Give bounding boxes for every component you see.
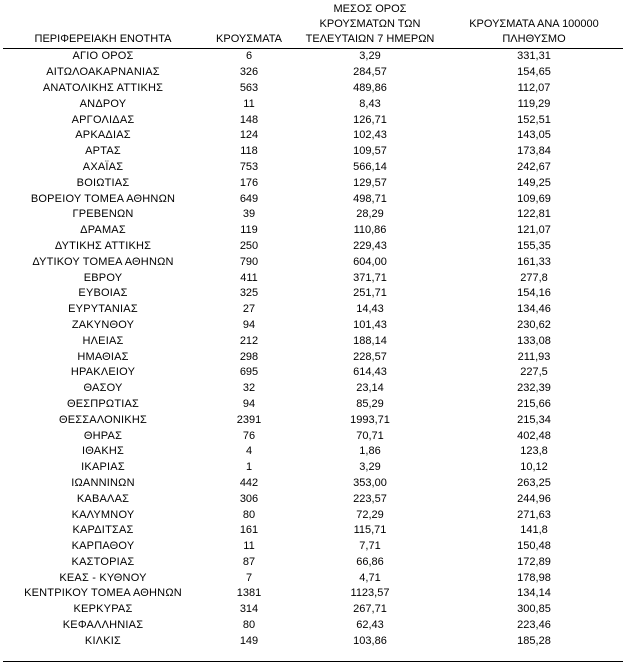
table-row: [3, 602, 623, 618]
per-100k-cell: 10,12: [520, 461, 548, 474]
region-cell: ΕΒΡΟΥ: [83, 271, 123, 284]
per-100k-cell: 149,25: [517, 176, 551, 189]
per-100k-cell: 134,46: [517, 303, 551, 316]
region-cell: ΚΑΡΠΑΘΟΥ: [71, 540, 135, 553]
table-row: [3, 65, 623, 81]
per-100k-cell: 230,62: [517, 318, 551, 331]
region-cell: ΒΟΡΕΙΟΥ ΤΟΜΕΑ ΑΘΗΝΩΝ: [30, 192, 176, 205]
cases-cell: 124: [239, 129, 259, 142]
cases-cell: 2391: [236, 413, 262, 426]
region-cell: ΗΜΑΘΙΑΣ: [77, 350, 129, 363]
cases-cell: 1: [245, 461, 253, 474]
cases-cell: 27: [242, 303, 256, 316]
cases-cell: 148: [239, 113, 259, 126]
avg-7d-cell: 8,43: [359, 97, 381, 110]
table-row: [3, 128, 623, 144]
per-100k-cell: 134,14: [517, 587, 551, 600]
cases-cell: 80: [242, 619, 256, 632]
region-cell: ΑΓΙΟ ΟΡΟΣ: [72, 50, 134, 63]
avg-7d-cell: 3,29: [359, 50, 381, 63]
avg-7d-cell: 371,71: [353, 271, 387, 284]
per-100k-cell: 154,16: [517, 287, 551, 300]
cases-cell: 314: [239, 603, 259, 616]
region-cell: ΙΚΑΡΙΑΣ: [81, 461, 125, 474]
cases-cell: 695: [239, 366, 259, 379]
region-cell: ΔΥΤΙΚΟΥ ΤΟΜΕΑ ΑΘΗΝΩΝ: [32, 255, 174, 268]
table-bottom-border: [3, 661, 623, 662]
avg-7d-cell: 62,43: [356, 619, 384, 632]
per-100k-cell: 215,34: [517, 413, 551, 426]
table-row: [3, 144, 623, 160]
region-cell: ΗΛΕΙΑΣ: [82, 334, 124, 347]
cases-cell: 39: [242, 208, 256, 221]
per-100k-cell: 154,65: [517, 66, 551, 79]
region-cell: ΑΝΑΤΟΛΙΚΗΣ ΑΤΤΙΚΗΣ: [42, 81, 164, 94]
cases-cell: 4: [245, 445, 253, 458]
table-row: [3, 570, 623, 586]
avg-7d-cell: 267,71: [353, 603, 387, 616]
region-cell: ΓΡΕΒΕΝΩΝ: [72, 208, 134, 221]
avg-7d-cell: 1,86: [359, 445, 381, 458]
table-row: [3, 633, 623, 649]
table-row: [3, 491, 623, 507]
table-header: [3, 0, 623, 49]
avg-7d-cell: 7,71: [359, 540, 381, 553]
region-cell: ΘΕΣΠΡΩΤΙΑΣ: [66, 397, 140, 410]
avg-7d-cell: 85,29: [356, 397, 384, 410]
cases-cell: 442: [239, 476, 259, 489]
region-cell: ΘΗΡΑΣ: [83, 429, 123, 442]
cases-cell: 161: [239, 524, 259, 537]
avg-7d-cell: 28,29: [356, 208, 384, 221]
cases-cell: 176: [239, 176, 259, 189]
region-cell: ΒΟΙΩΤΙΑΣ: [76, 176, 130, 189]
per-100k-cell: 133,08: [517, 334, 551, 347]
region-cell: ΗΡΑΚΛΕΙΟΥ: [70, 366, 136, 379]
per-100k-cell: 112,07: [517, 81, 551, 94]
avg-7d-cell: 72,29: [356, 508, 384, 521]
table-row: [3, 444, 623, 460]
cases-cell: 87: [242, 555, 256, 568]
avg-7d-cell: 614,43: [353, 366, 387, 379]
per-100k-cell: 277,8: [520, 271, 548, 284]
cases-cell: 411: [240, 271, 258, 284]
cases-cell: 32: [242, 382, 256, 395]
per-100k-cell: 402,48: [517, 429, 551, 442]
region-cell: ΚΕΑΣ - ΚΥΘΝΟΥ: [59, 571, 147, 584]
avg-7d-cell: 126,71: [353, 113, 387, 126]
per-100k-cell: 123,8: [520, 445, 548, 458]
cases-cell: 7: [245, 571, 253, 584]
avg-7d-cell: 102,43: [353, 129, 387, 142]
avg-7d-cell: 109,57: [353, 145, 387, 158]
avg-7d-cell: 4,71: [359, 571, 381, 584]
region-cell: ΚΑΣΤΟΡΙΑΣ: [71, 555, 135, 568]
table-body: [3, 49, 623, 650]
per-100k-cell: 121,07: [517, 224, 551, 237]
region-cell: ΚΕΝΤΡΙΚΟΥ ΤΟΜΕΑ ΑΘΗΝΩΝ: [24, 587, 182, 600]
region-cell: ΕΥΒΟΙΑΣ: [78, 287, 128, 300]
avg-7d-cell: 489,86: [353, 81, 387, 94]
per-100k-cell: 211,93: [517, 350, 551, 363]
avg-7d-cell: 101,43: [353, 318, 387, 331]
header-region: ΠΕΡΙΦΕΡΕΙΑΚΗ ΕΝΟΤΗΤΑ: [3, 0, 203, 49]
region-cell: ΔΡΑΜΑΣ: [80, 224, 126, 237]
table-row: [3, 381, 623, 397]
table-row: [3, 96, 623, 112]
per-100k-cell: 185,28: [517, 634, 551, 647]
cases-cell: 76: [242, 429, 256, 442]
table-row: [3, 160, 623, 176]
region-cell: ΙΩΑΝΝΙΝΩΝ: [71, 476, 135, 489]
cases-cell: 1381: [236, 587, 262, 600]
table-row: [3, 81, 623, 97]
cases-cell: 250: [239, 239, 259, 252]
table-row: [3, 428, 623, 444]
table-row: [3, 223, 623, 239]
avg-7d-cell: 103,86: [353, 634, 387, 647]
cases-cell: 790: [239, 255, 259, 268]
avg-7d-cell: 188,14: [353, 334, 387, 347]
avg-7d-cell: 23,14: [356, 382, 384, 395]
per-100k-cell: 242,67: [517, 160, 551, 173]
cases-cell: 6: [245, 50, 253, 63]
per-100k-cell: 152,51: [517, 113, 551, 126]
avg-7d-cell: 229,43: [353, 239, 387, 252]
per-100k-cell: 122,81: [517, 208, 551, 221]
per-100k-cell: 232,39: [517, 382, 551, 395]
table-row: [3, 333, 623, 349]
avg-7d-cell: 129,57: [353, 176, 387, 189]
per-100k-cell: 331,31: [517, 50, 551, 63]
table-row: [3, 523, 623, 539]
region-cell: ΑΝΔΡΟΥ: [79, 97, 127, 110]
per-100k-cell: 155,35: [517, 239, 551, 252]
per-100k-cell: 271,63: [517, 508, 551, 521]
per-100k-cell: 223,46: [517, 619, 551, 632]
avg-7d-cell: 1123,57: [350, 587, 390, 600]
avg-7d-cell: 115,71: [353, 524, 387, 537]
table-row: [3, 302, 623, 318]
region-cell: ΖΑΚΥΝΘΟΥ: [71, 318, 135, 331]
avg-7d-cell: 66,86: [356, 555, 384, 568]
region-cell: ΚΑΡΔΙΤΣΑΣ: [72, 524, 134, 537]
table-row: [3, 539, 623, 555]
header-avg-7d: ΜΕΣΟΣ ΟΡΟΣ ΚΡΟΥΣΜΑΤΩΝ ΤΩΝ ΤΕΛΕΥΤΑΙΩΝ 7 ΗΜΕΡΩΝ: [295, 0, 445, 49]
avg-7d-cell: 604,00: [353, 255, 387, 268]
table-row: [3, 412, 623, 428]
table-row: [3, 239, 623, 255]
header-row: [3, 0, 623, 49]
table-row: [3, 191, 623, 207]
per-100k-cell: 172,89: [517, 555, 551, 568]
cases-cell: 326: [239, 66, 259, 79]
region-cell: ΚΕΡΚΥΡΑΣ: [73, 603, 133, 616]
per-100k-cell: 119,29: [517, 97, 551, 110]
region-cell: ΑΧΑΪΑΣ: [82, 160, 124, 173]
cases-cell: 118: [240, 145, 258, 158]
table-row: [3, 49, 623, 65]
per-100k-cell: 244,96: [517, 492, 551, 505]
cases-cell: 325: [239, 287, 259, 300]
table-row: [3, 397, 623, 413]
table-row: [3, 112, 623, 128]
table-row: [3, 318, 623, 334]
cases-cell: 298: [239, 350, 259, 363]
table-row: [3, 555, 623, 571]
avg-7d-cell: 110,86: [353, 224, 387, 237]
avg-7d-cell: 566,14: [353, 160, 387, 173]
region-cell: ΚΑΒΑΛΑΣ: [76, 492, 130, 505]
region-cell: ΙΘΑΚΗΣ: [81, 445, 125, 458]
table-row: [3, 618, 623, 634]
cases-cell: 94: [242, 318, 256, 331]
region-cell: ΚΙΛΚΙΣ: [84, 634, 122, 647]
avg-7d-cell: 223,57: [353, 492, 387, 505]
table-row: [3, 254, 623, 270]
cases-cell: 753: [239, 160, 259, 173]
cases-table: [3, 0, 623, 649]
region-cell: ΚΑΛΥΜΝΟΥ: [71, 508, 135, 521]
table-row: [3, 365, 623, 381]
per-100k-cell: 141,8: [520, 524, 548, 537]
per-100k-cell: 227,5: [520, 366, 548, 379]
avg-7d-cell: 70,71: [356, 429, 384, 442]
cases-cell: 149: [239, 634, 259, 647]
table-row: [3, 349, 623, 365]
per-100k-cell: 263,25: [517, 476, 551, 489]
cases-cell: 306: [239, 492, 259, 505]
region-cell: ΔΥΤΙΚΗΣ ΑΤΤΙΚΗΣ: [54, 239, 152, 252]
table-row: [3, 270, 623, 286]
avg-7d-cell: 498,71: [353, 192, 387, 205]
region-cell: ΑΡΚΑΔΙΑΣ: [75, 129, 131, 142]
cases-cell: 11: [243, 540, 255, 553]
avg-7d-cell: 3,29: [359, 461, 381, 474]
cases-cell: 11: [243, 97, 255, 110]
table-row: [3, 507, 623, 523]
header-per-100k: ΚΡΟΥΣΜΑΤΑ ΑΝΑ 100000 ΠΛΗΘΥΣΜΟ: [445, 0, 623, 49]
avg-7d-cell: 353,00: [353, 476, 387, 489]
table-row: [3, 460, 623, 476]
per-100k-cell: 150,48: [517, 540, 551, 553]
cases-cell: 649: [239, 192, 259, 205]
region-cell: ΑΡΓΟΛΙΔΑΣ: [71, 113, 135, 126]
cases-cell: 212: [239, 334, 259, 347]
table-row: [3, 175, 623, 191]
cases-cell: 94: [242, 397, 256, 410]
table-row: [3, 476, 623, 492]
avg-7d-cell: 228,57: [353, 350, 387, 363]
table-row: [3, 586, 623, 602]
per-100k-cell: 178,98: [517, 571, 551, 584]
avg-7d-cell: 14,43: [356, 303, 384, 316]
per-100k-cell: 161,33: [517, 255, 551, 268]
avg-7d-cell: 251,71: [353, 287, 387, 300]
table-row: [3, 207, 623, 223]
cases-cell: 80: [242, 508, 256, 521]
avg-7d-cell: 1993,71: [350, 413, 390, 426]
region-cell: ΘΕΣΣΑΛΟΝΙΚΗΣ: [59, 413, 147, 426]
region-cell: ΑΡΤΑΣ: [85, 145, 121, 158]
region-cell: ΕΥΡΥΤΑΝΙΑΣ: [68, 303, 138, 316]
per-100k-cell: 143,05: [517, 129, 551, 142]
avg-7d-cell: 284,57: [353, 66, 387, 79]
per-100k-cell: 300,85: [517, 603, 551, 616]
header-cases: ΚΡΟΥΣΜΑΤΑ: [203, 0, 295, 49]
region-cell: ΘΑΣΟΥ: [83, 382, 123, 395]
region-cell: ΑΙΤΩΛΟΑΚΑΡΝΑΝΙΑΣ: [46, 66, 160, 79]
table-row: [3, 286, 623, 302]
cases-cell: 119: [240, 224, 258, 237]
region-cell: ΚΕΦΑΛΛΗΝΙΑΣ: [62, 619, 144, 632]
per-100k-cell: 215,66: [517, 397, 551, 410]
per-100k-cell: 109,69: [517, 192, 551, 205]
cases-cell: 563: [239, 81, 259, 94]
per-100k-cell: 173,84: [517, 145, 551, 158]
